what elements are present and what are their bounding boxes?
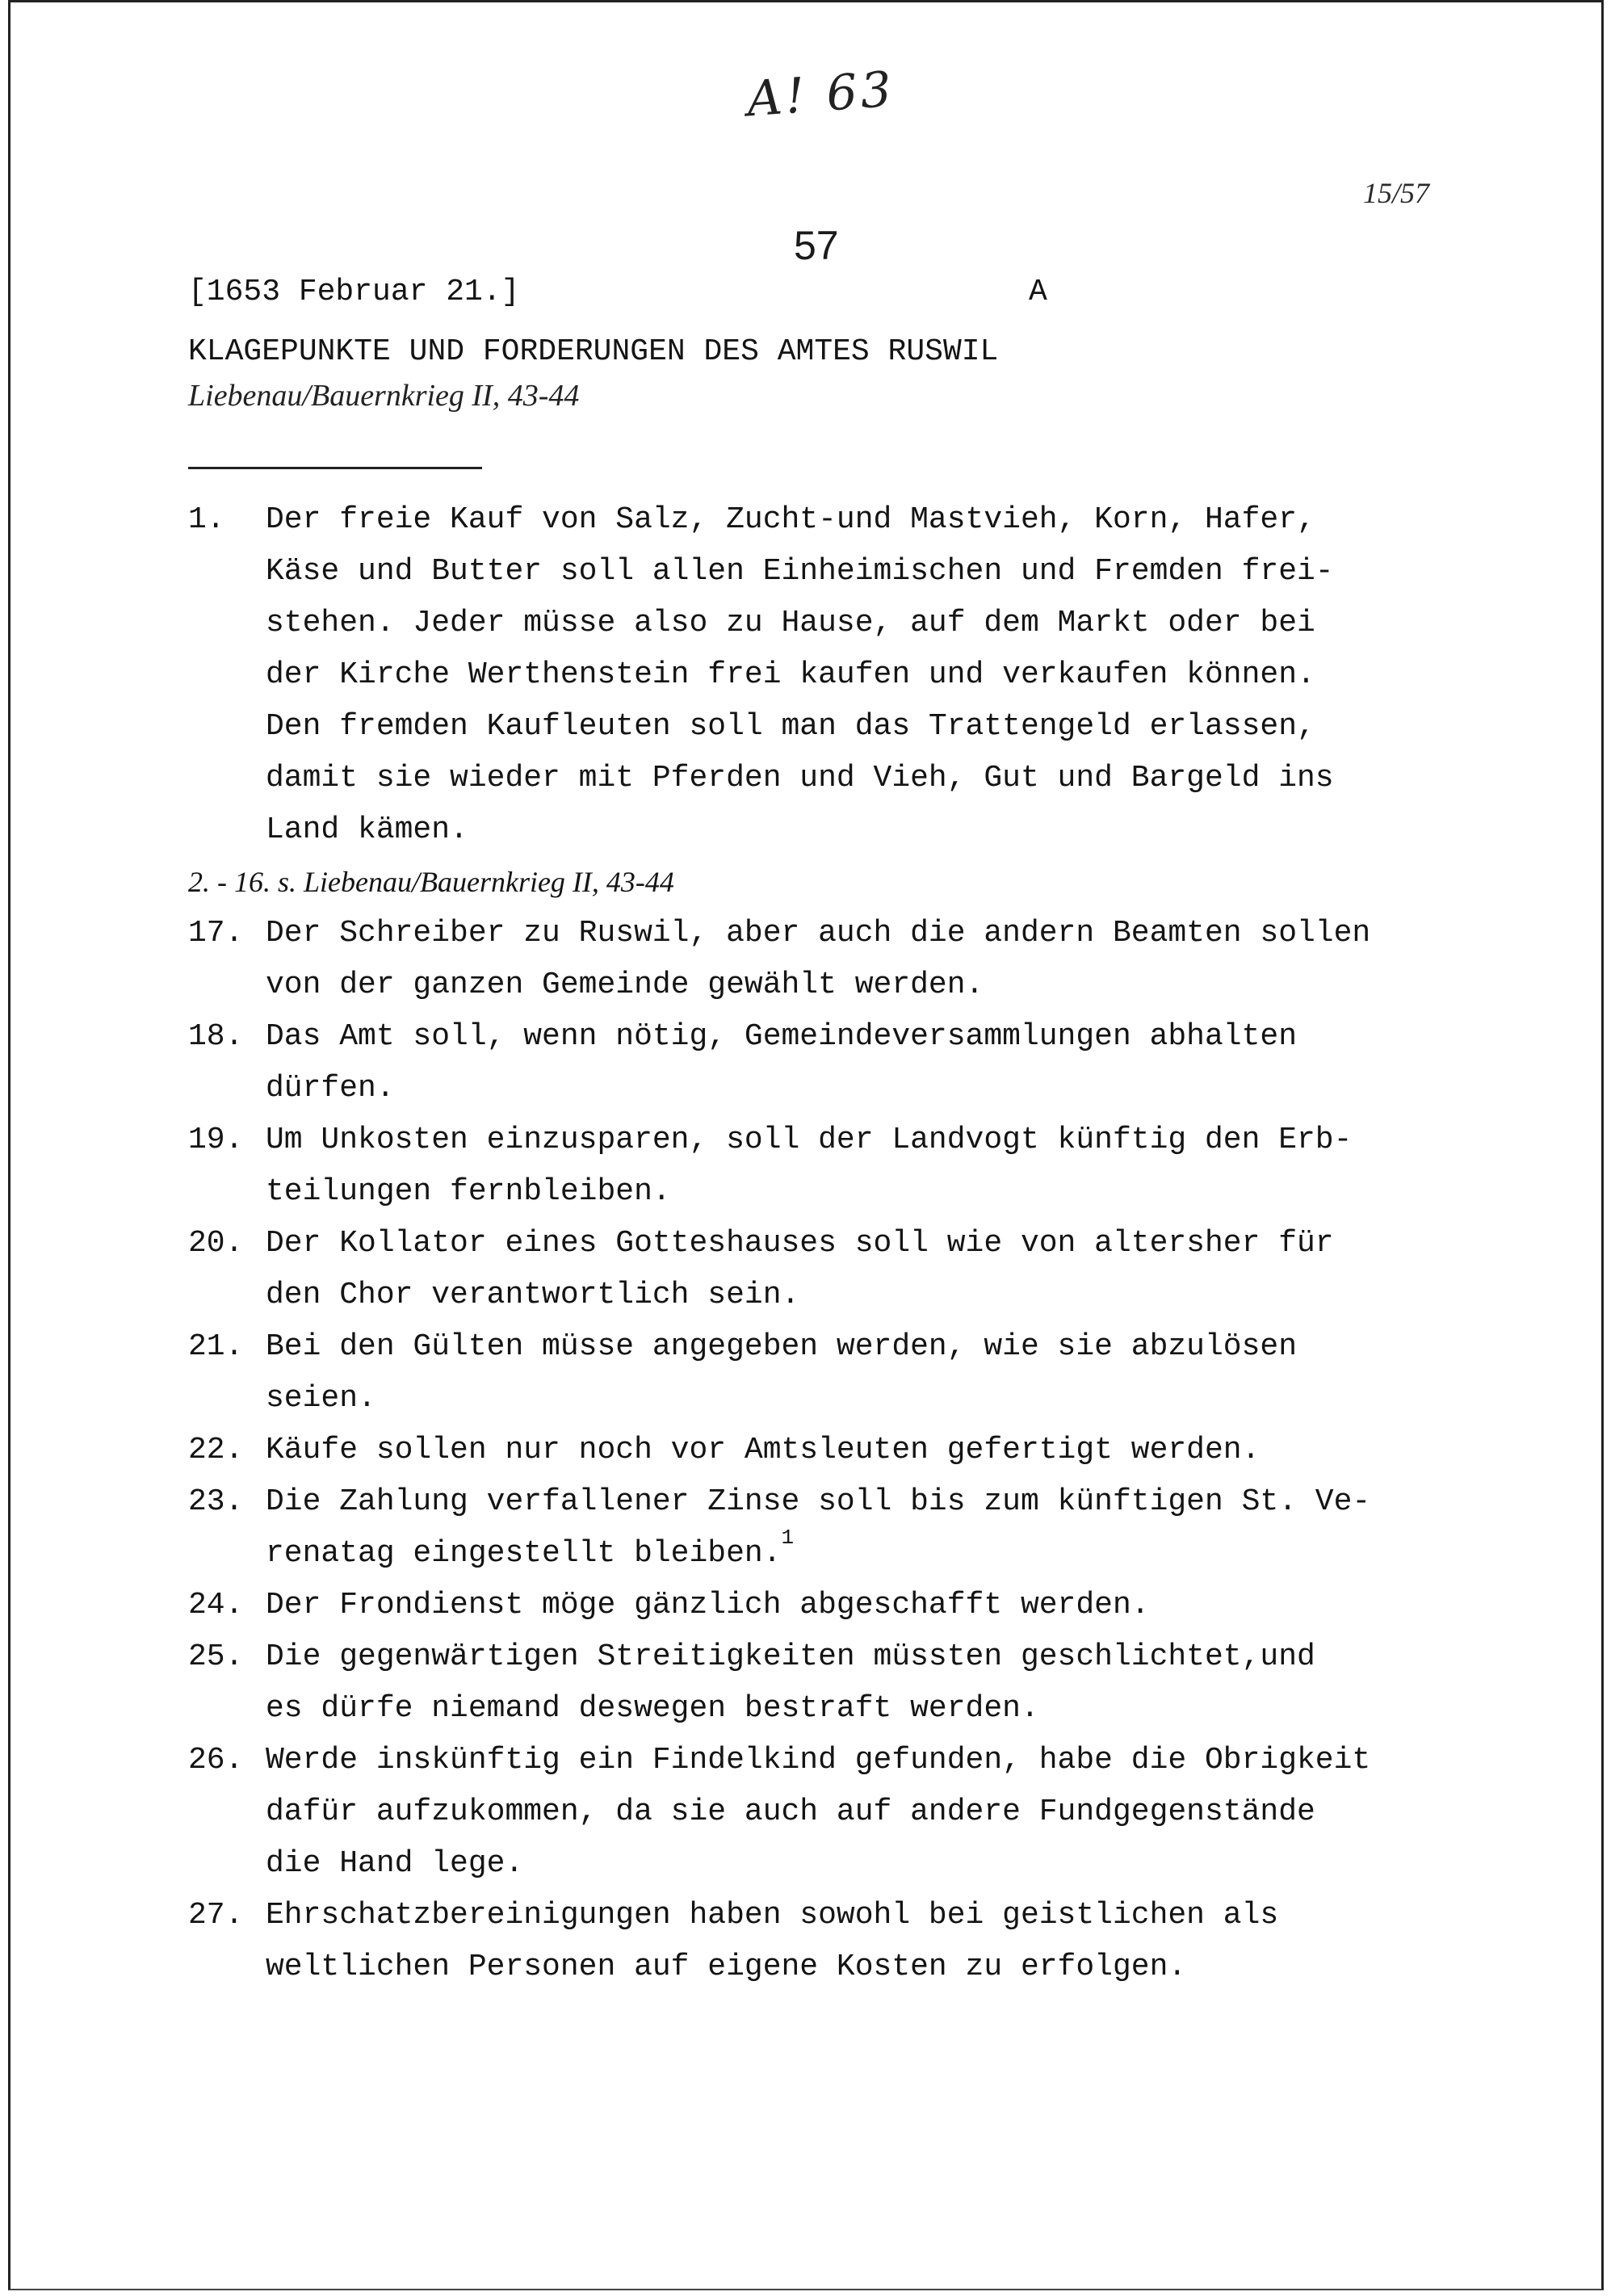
item-text: Die Zahlung verfallener Zinse soll bis zum künftigen St. Ve- renatag eingestellt bleiben. — [266, 1484, 1371, 1571]
item-text: Der Kollator eines Gotteshauses soll wie von altersher für den Chor verantwortlich sein. — [266, 1226, 1334, 1312]
item-text: Käufe sollen nur noch vor Amtsleuten gefertigt werden. — [266, 1433, 1261, 1467]
item-number: 19. — [188, 1123, 244, 1157]
item-number: 17. — [188, 916, 244, 951]
item-number: 25. — [188, 1639, 244, 1674]
list-item — [188, 1890, 1472, 1993]
list-item — [188, 1476, 1472, 1580]
item-text: Der Frondienst möge gänzlich abgeschafft werden. — [266, 1588, 1150, 1622]
item-number: 26. — [188, 1743, 244, 1778]
item-text: Bei den Gülten müsse angegeben werden, wie sie abzulösen seien. — [266, 1329, 1298, 1416]
item-text: Das Amt soll, wenn nötig, Gemeindeversammlungen abhalten dürfen. — [266, 1019, 1298, 1106]
handwritten-note: A! 63 — [745, 61, 897, 128]
document-number: 57 — [794, 223, 839, 268]
item-number: 18. — [188, 1019, 244, 1054]
source-citation: Liebenau/Bauernkrieg II, 43-44 — [188, 379, 580, 413]
item-number: 27. — [188, 1898, 244, 1933]
item-number: 24. — [188, 1588, 244, 1622]
list-item — [188, 494, 1472, 856]
item-text: Der freie Kauf von Salz, Zucht-und Mastvieh, Korn, Hafer, Käse und Butter soll allen Einheimischen und Fremden frei- stehen. Jeder müsse also zu Hause, auf dem Markt oder bei der Kirche Werthenstein frei kaufen und verkaufen können. Den fremden Kaufleuten soll man das Trattengeld erlassen, damit sie wieder mit Pferden und Vieh, Gut und Bargeld ins Land kämen. — [266, 502, 1334, 847]
item-text: Ehrschatzbereinigungen haben sowohl bei geistlichen als weltlichen Personen auf eigene Kosten zu erfolgen. — [266, 1898, 1279, 1984]
item-text: Der Schreiber zu Ruswil, aber auch die andern Beamten sollen von der ganzen Gemeinde gewählt werden. — [266, 916, 1371, 1002]
item-number: 21. — [188, 1329, 244, 1364]
demands-list — [188, 494, 1472, 1993]
document-title: KLAGEPUNKTE UND FORDERUNGEN DES AMTES RUSWIL — [188, 334, 999, 369]
document-letter: A — [1029, 275, 1047, 309]
list-item-reference — [188, 856, 1472, 908]
item-text: Die gegenwärtigen Streitigkeiten müssten geschlichtet,und es dürfe niemand deswegen bestraft werden. — [266, 1639, 1315, 1726]
list-item — [188, 908, 1472, 1011]
item-text-with-footnote — [266, 1476, 1472, 1580]
item-number: 20. — [188, 1226, 244, 1261]
item-number: 1. — [188, 502, 225, 537]
page-reference: 15/57 — [1362, 177, 1429, 209]
item-text: Um Unkosten einzusparen, soll der Landvogt künftig den Erb- teilungen fernbleiben. — [266, 1123, 1353, 1209]
list-item — [188, 1580, 1472, 1631]
item-number: 22. — [188, 1433, 244, 1467]
list-item — [188, 1631, 1472, 1735]
item-text: Werde inskünftig ein Findelkind gefunden, habe die Obrigkeit dafür aufzukommen, da sie auch auf andere Fundgegenstände die Hand lege. — [266, 1743, 1371, 1881]
list-item — [188, 1425, 1472, 1476]
list-item — [188, 1011, 1472, 1114]
list-item — [188, 1218, 1472, 1321]
separator-rule — [188, 467, 482, 469]
list-item — [188, 1114, 1472, 1218]
document-date: [1653 Februar 21.] — [188, 275, 520, 309]
list-item — [188, 1735, 1472, 1890]
item-number: 23. — [188, 1484, 244, 1519]
items-reference: 2. - 16. s. Liebenau/Bauernkrieg II, 43-44 — [188, 866, 674, 898]
list-item — [188, 1321, 1472, 1425]
footnote-marker: 1 — [781, 1526, 795, 1550]
